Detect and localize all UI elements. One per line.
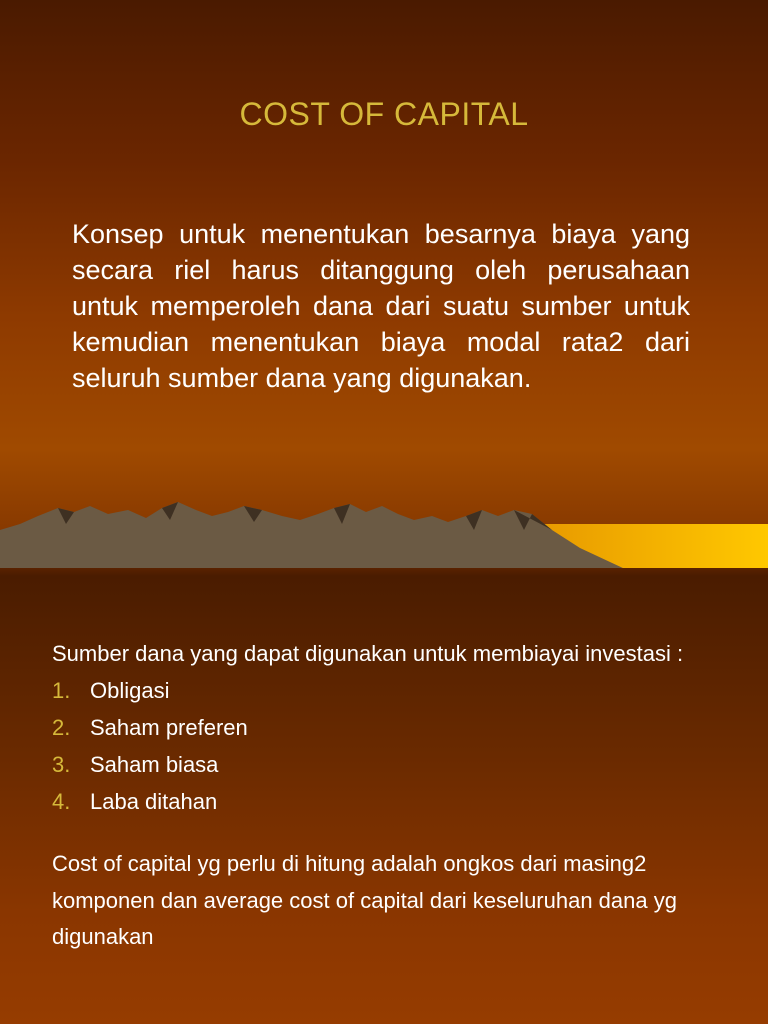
mountain-landscape (0, 490, 768, 576)
slide-2 (0, 576, 768, 1024)
mountain-range (0, 502, 640, 576)
list-label: Saham preferen (90, 715, 248, 740)
list-label: Laba ditahan (90, 789, 218, 814)
list-item (52, 783, 732, 820)
list-label: Obligasi (90, 678, 170, 703)
list-number: 1. (52, 678, 71, 703)
list-item (52, 746, 732, 783)
funding-source-list (52, 672, 732, 820)
list-label: Saham biasa (90, 752, 219, 777)
foreground-ground (0, 568, 768, 576)
list-number: 2. (52, 715, 71, 740)
list-item (52, 672, 732, 709)
list-number: 4. (52, 789, 71, 814)
slide-body-text: Konsep untuk menentukan besarnya biaya yang secara riel harus ditanggung oleh perusahaan untuk memperoleh dana dari suatu sumber untuk kemudian menentukan biaya modal rata2 dari seluruh sumber dana yang digunakan. (72, 219, 690, 393)
slide-title: COST OF CAPITAL (239, 96, 529, 132)
slide-2-content (52, 636, 732, 956)
intro-text: Sumber dana yang dapat digunakan untuk membiayai investasi : (52, 641, 684, 666)
list-item (52, 709, 732, 746)
list-number: 3. (52, 752, 71, 777)
outro-text: Cost of capital yg perlu di hitung adalah ongkos dari masing2 komponen dan average cost of capital dari keseluruhan dana yg digunakan (52, 851, 677, 949)
